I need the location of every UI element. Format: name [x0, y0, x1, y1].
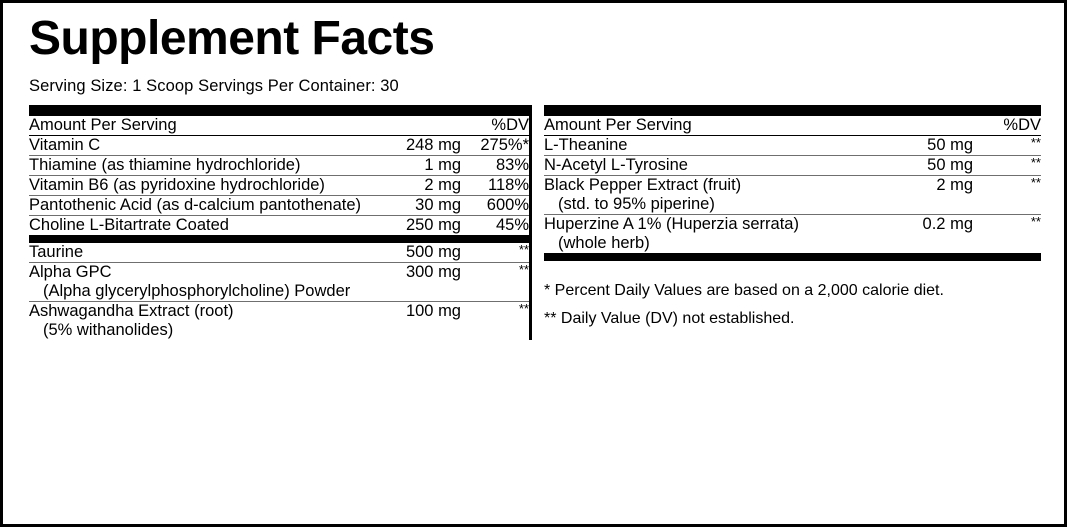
nutrient-name [29, 243, 241, 262]
table-row [29, 196, 529, 215]
left-header-row [29, 116, 529, 135]
nutrient-dv: ** [1030, 135, 1041, 151]
nutrient-name: Pantothenic Acid (as d-calcium pantothenate) [29, 196, 362, 215]
nutrient-amount: 1 mg [424, 156, 461, 175]
table-row [29, 176, 529, 195]
nutrient-name [29, 302, 367, 340]
table-row [544, 176, 1041, 214]
left-amount-per-serving-label: Amount Per Serving [29, 115, 177, 134]
nutrient-subtext: (5% withanolides) [43, 321, 174, 340]
nutrient-amount: 50 mg [927, 156, 973, 175]
left-row-5-table [29, 216, 529, 235]
nutrient-amount: 500 mg [405, 243, 461, 262]
table-row [544, 215, 1041, 253]
nutrient-amount: 30 mg [415, 196, 461, 215]
page-title: Supplement Facts [29, 12, 435, 65]
nutrient-name-text: Huperzine A 1% (Huperzia serrata) [544, 215, 799, 234]
nutrient-amount: 248 mg [405, 136, 461, 155]
nutrient-subtext: (Alpha glycerylphosphorylcholine) Powder [43, 282, 351, 301]
left-row-2-table [29, 156, 529, 175]
table-row [29, 302, 529, 340]
nutrient-dv: 600% [486, 196, 529, 215]
nutrition-columns [29, 105, 1041, 341]
nutrient-dv: 275%* [480, 136, 529, 155]
nutrient-name-text: Black Pepper Extract (fruit) [544, 176, 742, 195]
left-row-3-table [29, 176, 529, 195]
left-group-one-table [29, 136, 529, 155]
right-row-1-table [544, 136, 1041, 155]
right-top-bar [544, 105, 1041, 116]
left-row-4-table [29, 196, 529, 215]
left-header-table [29, 116, 529, 135]
table-row [29, 263, 529, 301]
nutrient-name-text: Ashwagandha Extract (root) [29, 302, 234, 321]
nutrient-name: Vitamin B6 (as pyridoxine hydrochloride) [29, 176, 325, 195]
nutrient-amount: 50 mg [927, 136, 973, 155]
left-group-two-row-1-table [29, 243, 529, 262]
panel-inner [29, 13, 1041, 513]
table-row [29, 156, 529, 175]
nutrient-subtext: (whole herb) [558, 234, 650, 253]
left-column [29, 105, 529, 341]
nutrient-amount: 100 mg [405, 302, 461, 321]
nutrient-name-text: Taurine [29, 243, 84, 262]
left-group-two-row-2-table [29, 263, 529, 301]
right-row-2-table [544, 156, 1041, 175]
serving-info: Serving Size: 1 Scoop Servings Per Container: 30 [29, 76, 399, 95]
right-header-table [544, 116, 1041, 135]
table-row [29, 136, 529, 155]
nutrient-name: Thiamine (as thiamine hydrochloride) [29, 156, 301, 175]
right-row-4-table [544, 215, 1041, 253]
right-dv-label: %DV [1003, 115, 1041, 134]
left-group-two-row-3-table [29, 302, 529, 340]
nutrient-dv: ** [1030, 175, 1041, 191]
left-top-bar [29, 105, 529, 116]
nutrient-amount: 2 mg [424, 176, 461, 195]
nutrient-amount: 300 mg [405, 263, 461, 282]
footnote-percent-daily-value: * Percent Daily Values are based on a 2,000 calorie diet. [544, 282, 944, 300]
nutrient-dv: 118% [488, 176, 529, 195]
table-row [544, 136, 1041, 155]
nutrient-dv: ** [1030, 155, 1041, 171]
nutrient-amount: 250 mg [405, 216, 461, 235]
nutrient-dv: ** [518, 262, 529, 278]
nutrient-amount: 0.2 mg [922, 215, 973, 234]
nutrient-dv: ** [1030, 214, 1041, 230]
left-dv-label: %DV [491, 115, 529, 134]
nutrient-subtext: (std. to 95% piperine) [558, 195, 715, 214]
nutrient-name: N-Acetyl L-Tyrosine [544, 156, 688, 175]
nutrient-name: L-Theanine [544, 136, 628, 155]
right-amount-per-serving-label: Amount Per Serving [544, 115, 692, 134]
nutrient-name [29, 263, 398, 301]
nutrient-dv: 83% [495, 156, 529, 175]
nutrient-dv: 45% [495, 216, 529, 235]
nutrient-amount: 2 mg [936, 176, 973, 195]
left-middle-bar [29, 235, 529, 243]
right-bottom-bar [544, 253, 1041, 261]
table-row [29, 243, 529, 262]
nutrient-name [544, 215, 900, 253]
footnotes [544, 277, 1041, 333]
nutrient-name [544, 176, 901, 214]
right-column [532, 105, 1041, 341]
nutrient-name-text: Alpha GPC [29, 263, 112, 282]
nutrient-name: Vitamin C [29, 136, 101, 155]
nutrient-dv: ** [518, 242, 529, 258]
right-header-row [544, 116, 1041, 135]
right-row-3-table [544, 176, 1041, 214]
table-row [544, 156, 1041, 175]
footnote-dv-not-established: ** Daily Value (DV) not established. [544, 310, 795, 328]
table-row [29, 216, 529, 235]
nutrient-name: Choline L-Bitartrate Coated [29, 216, 229, 235]
nutrient-dv: ** [518, 301, 529, 317]
